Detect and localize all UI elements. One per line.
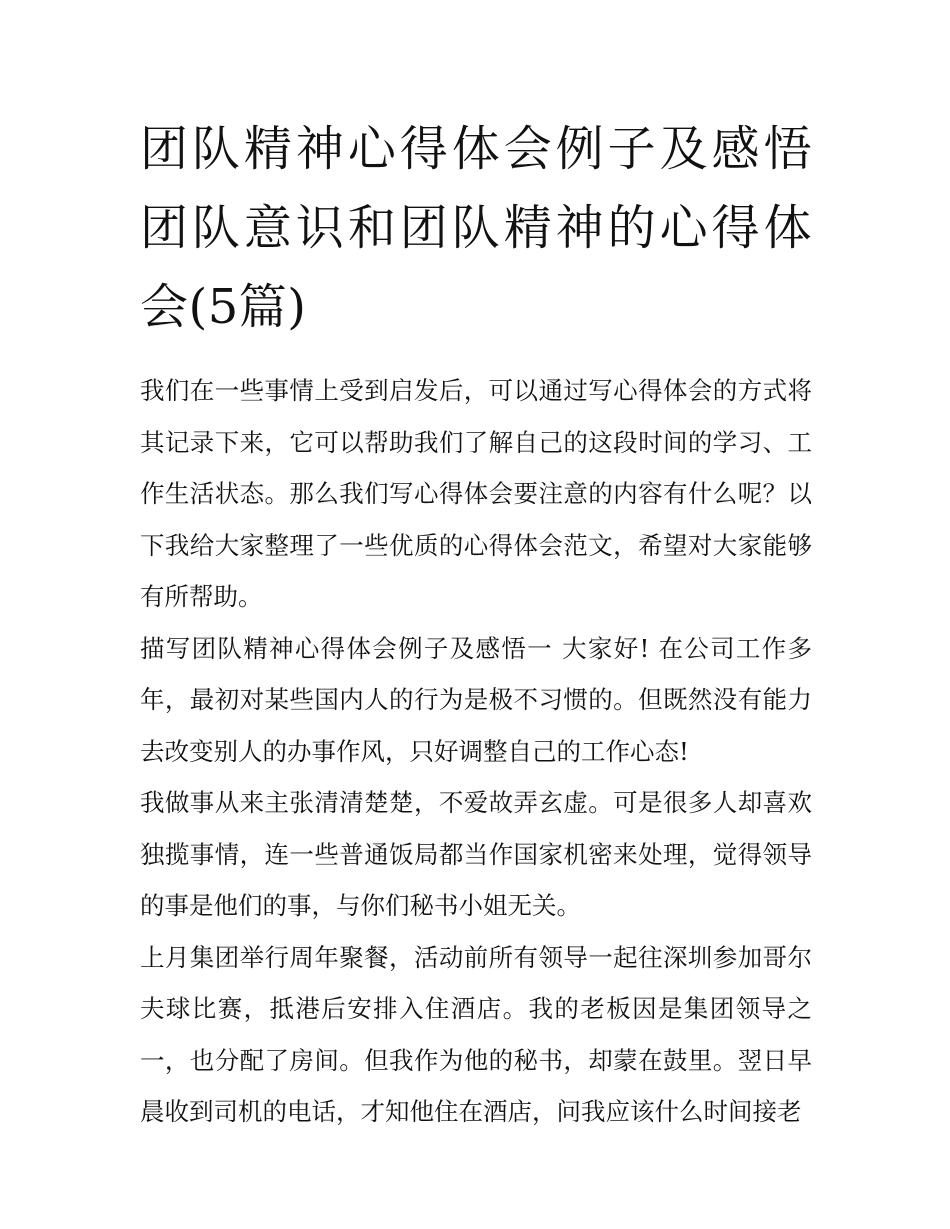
document-title: 团队精神心得体会例子及感悟团队意识和团队精神的心得体会(5篇) [140, 121, 812, 335]
paragraph-intro: 我们在一些事情上受到启发后，可以通过写心得体会的方式将其记录下来，它可以帮助我们了解自己的这段时间的学习、工作生活状态。那么我们写心得体会要注意的内容有什么呢？以下我给大家整理了一些优质的心得体会范文，希望对大家能够有所帮助。 [140, 376, 812, 611]
paragraph-work-style: 我做事从来主张清清楚楚，不爱故弄玄虚。可是很多人却喜欢独揽事情，连一些普通饭局都当作国家机密来处理，觉得领导的事是他们的事，与你们秘书小姐无关。 [140, 788, 812, 920]
paragraph-example-one: 描写团队精神心得体会例子及感悟一 大家好! 在公司工作多年，最初对某些国内人的行为是极不习惯的。但既然没有能力去改变别人的办事作风，只好调整自己的工作心态! [140, 633, 812, 766]
paragraph-anniversary-dinner: 上月集团举行周年聚餐，活动前所有领导一起往深圳参加哥尔夫球比赛，抵港后安排入住酒店。我的老板因是集团领导之一，也分配了房间。但我作为他的秘书，却蒙在鼓里。翌日早晨收到司机的电话，才知他住在酒店，问我应该什么时间接老 [140, 942, 812, 1126]
document-page [140, 110, 812, 1138]
